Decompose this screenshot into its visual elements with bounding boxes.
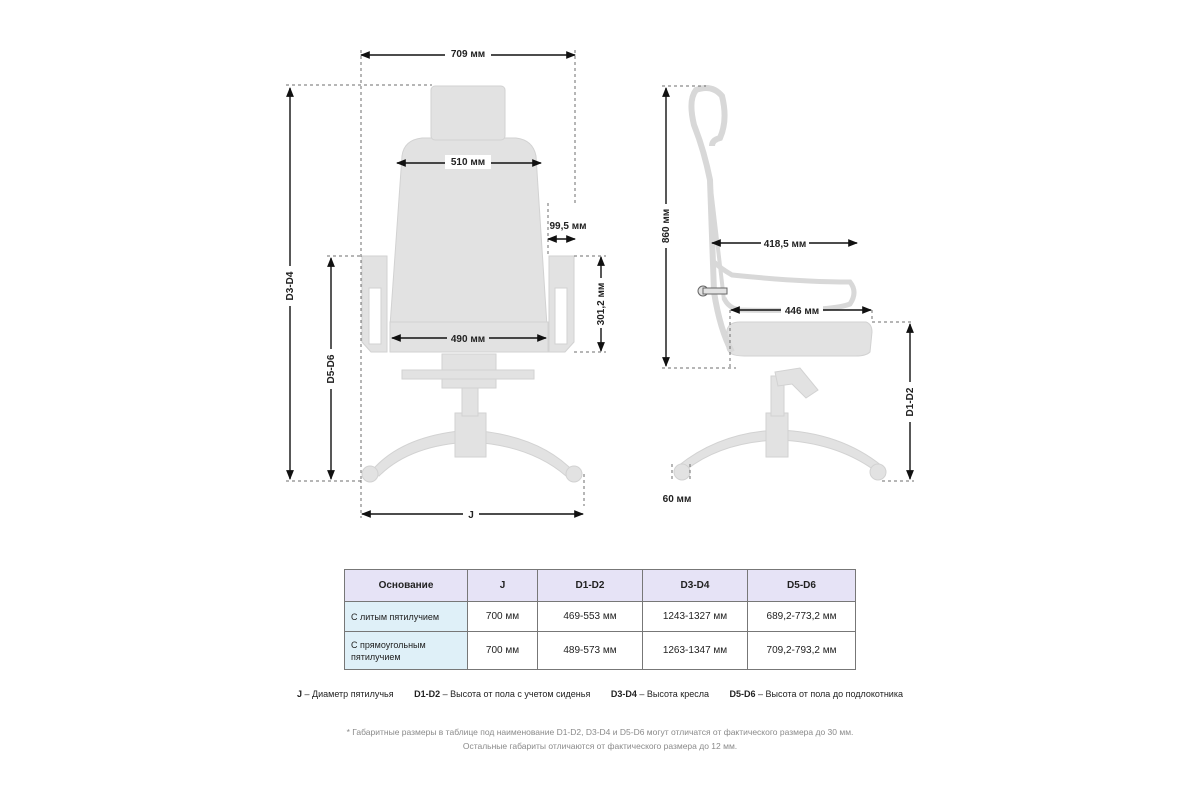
front-caster-left — [362, 466, 378, 482]
legend-item — [611, 689, 709, 699]
table-row — [345, 602, 856, 632]
table-cell: 689,2-773,2 мм — [748, 602, 856, 632]
table-header-cell: D3-D4 — [643, 570, 748, 602]
dim-label-seat-depth-top: 418,5 мм — [763, 239, 807, 250]
table-cell: 489-573 мм — [538, 632, 643, 670]
dim-label-seat-depth: 446 мм — [784, 306, 820, 317]
footnote — [0, 725, 1200, 753]
legend-item — [730, 689, 903, 699]
table-header-row — [345, 570, 856, 602]
side-caster-right — [870, 464, 886, 480]
table-cell: 709,2-793,2 мм — [748, 632, 856, 670]
dim-label-seat-floor: D1-D2 — [905, 387, 916, 417]
legend-item — [297, 689, 394, 699]
front-caster-right — [566, 466, 582, 482]
table-cell: С литым пятилучием — [345, 602, 468, 632]
table-row — [345, 632, 856, 670]
front-headrest — [431, 86, 505, 140]
legend-key: D3-D4 — [610, 689, 637, 699]
front-gas-lift — [462, 384, 478, 416]
side-view — [659, 86, 917, 505]
dim-label-caster: 60 мм — [662, 494, 692, 505]
dim-label-armrest-height: 301,2 мм — [596, 282, 607, 326]
side-adjust-lever — [703, 288, 727, 294]
dim-label-overall-width: 709 мм — [450, 49, 486, 60]
legend-key: D5-D6 — [729, 689, 756, 699]
front-armrest-left-slot — [369, 288, 381, 344]
dim-label-back-width: 510 мм — [450, 157, 486, 168]
dim-label-seat-width: 490 мм — [450, 334, 486, 345]
side-seat — [727, 322, 872, 356]
front-mechanism-bar — [402, 370, 534, 379]
dim-label-total-height: D3-D4 — [285, 271, 296, 301]
legend-item — [414, 689, 590, 699]
legend-key: J — [297, 689, 303, 699]
footnote-line: * Габаритные размеры в таблице под наименование D1-D2, D3-D4 и D5-D6 могут отличатся от фактического размера до 30 мм. — [346, 727, 854, 737]
dim-label-armrest-offset: 99,5 мм — [549, 221, 587, 232]
table-header-cell: D1-D2 — [538, 570, 643, 602]
table-cell: 469-553 мм — [538, 602, 643, 632]
side-caster-left — [674, 464, 690, 480]
front-armrest-right-slot — [555, 288, 567, 344]
front-gas-lift-cover — [455, 413, 486, 457]
legend-text: – Высота от пола до подлокотника — [755, 689, 903, 699]
side-gas-lift-cover — [766, 413, 788, 457]
table-header-cell: D5-D6 — [748, 570, 856, 602]
table-cell: 700 мм — [468, 602, 538, 632]
legend-text: – Высота кресла — [636, 689, 709, 699]
table-cell: 700 мм — [468, 632, 538, 670]
legend-text: – Высота от пола с учетом сиденья — [440, 689, 591, 699]
side-backrest — [691, 88, 732, 352]
spec-table — [344, 569, 856, 670]
table-header-cell: J — [468, 570, 538, 602]
front-view — [283, 47, 608, 521]
table-cell: 1263-1347 мм — [643, 632, 748, 670]
dim-label-back-height: 860 мм — [661, 208, 672, 244]
dim-label-armrest-floor: D5-D6 — [326, 354, 337, 384]
legend-text: – Диаметр пятилучья — [302, 689, 394, 699]
table-header-cell: Основание — [345, 570, 468, 602]
dim-label-base: J — [468, 510, 474, 521]
legend — [0, 689, 1200, 699]
table-cell: 1243-1327 мм — [643, 602, 748, 632]
footnote-line: Остальные габариты отличаются от фактического размера до 12 мм. — [462, 741, 738, 751]
legend-key: D1-D2 — [414, 689, 441, 699]
table-cell: С прямоугольным пятилучием — [345, 632, 468, 670]
